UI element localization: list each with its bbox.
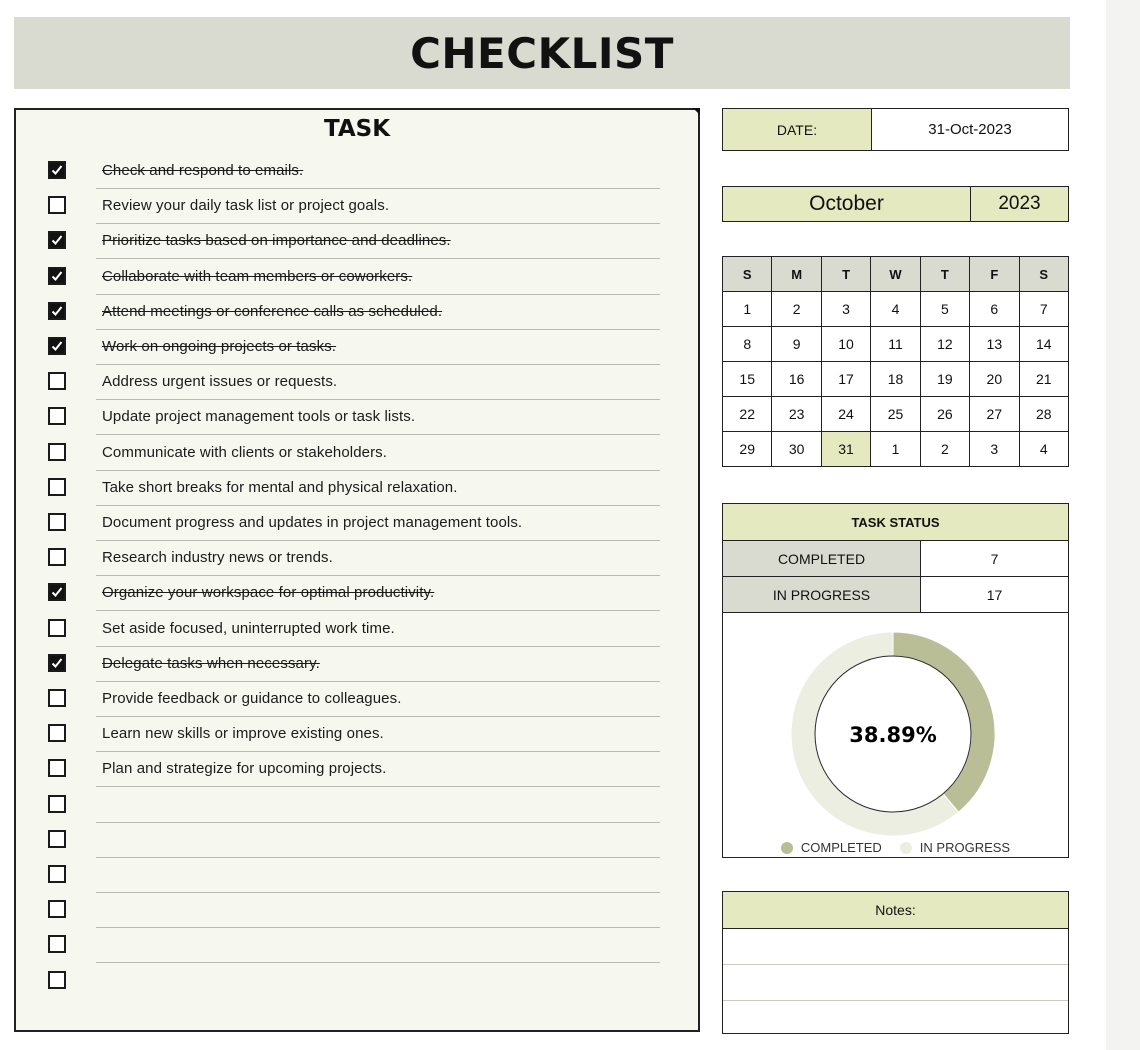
task-checkbox[interactable] xyxy=(48,372,66,390)
task-row xyxy=(16,506,700,541)
year-value[interactable]: 2023 xyxy=(998,193,1041,214)
task-row xyxy=(16,647,700,682)
calendar-day[interactable]: 2 xyxy=(772,292,821,327)
task-row xyxy=(16,752,700,787)
date-value[interactable]: 31-Oct-2023 xyxy=(872,109,1068,150)
calendar-day[interactable]: 11 xyxy=(871,327,920,362)
calendar-weekday-row xyxy=(723,257,1069,292)
calendar-day[interactable]: 2 xyxy=(920,432,969,467)
chart-legend xyxy=(723,840,1068,855)
task-checkbox[interactable] xyxy=(48,337,66,355)
task-row xyxy=(16,541,700,576)
task-checkbox[interactable] xyxy=(48,513,66,531)
calendar-day[interactable]: 15 xyxy=(723,362,772,397)
check-icon xyxy=(51,234,63,246)
calendar-week-row xyxy=(723,327,1069,362)
task-row xyxy=(16,682,700,717)
legend-swatch-completed xyxy=(781,842,793,854)
task-checkbox[interactable] xyxy=(48,654,66,672)
date-box xyxy=(722,108,1069,151)
panel-corner-marker xyxy=(693,108,700,115)
task-panel xyxy=(14,108,700,1032)
completed-row xyxy=(723,541,1068,577)
calendar-day[interactable]: 4 xyxy=(871,292,920,327)
calendar-day[interactable]: 30 xyxy=(772,432,821,467)
task-checkbox[interactable] xyxy=(48,759,66,777)
donut-center-label: 38.89% xyxy=(849,723,937,747)
calendar-week-row xyxy=(723,292,1069,327)
calendar-grid xyxy=(722,256,1069,467)
calendar-day[interactable]: 6 xyxy=(970,292,1019,327)
task-text[interactable]: Research industry news or trends. xyxy=(102,549,333,567)
task-row xyxy=(16,471,700,506)
calendar-day[interactable]: 25 xyxy=(871,397,920,432)
calendar-day[interactable]: 20 xyxy=(970,362,1019,397)
task-status-heading: TASK STATUS xyxy=(723,504,1068,541)
notes-line[interactable] xyxy=(723,965,1068,1001)
calendar-day[interactable]: 9 xyxy=(772,327,821,362)
task-checkbox[interactable] xyxy=(48,971,66,989)
task-row xyxy=(16,858,700,893)
calendar-day[interactable]: 3 xyxy=(970,432,1019,467)
calendar-day[interactable]: 18 xyxy=(871,362,920,397)
task-checkbox[interactable] xyxy=(48,900,66,918)
calendar-week-row xyxy=(723,432,1069,467)
task-row xyxy=(16,154,700,189)
weekday-header: S xyxy=(1019,257,1068,292)
legend-label-in-progress: IN PROGRESS xyxy=(919,840,1011,855)
in-progress-row xyxy=(723,577,1068,613)
notes-line[interactable] xyxy=(723,929,1068,965)
task-row xyxy=(16,365,700,400)
task-checkbox[interactable] xyxy=(48,407,66,425)
task-text[interactable]: Review your daily task list or project goals. xyxy=(102,197,390,215)
weekday-header: T xyxy=(920,257,969,292)
task-text[interactable]: Take short breaks for mental and physical relaxation. xyxy=(102,478,458,496)
notes-line[interactable] xyxy=(723,1001,1068,1036)
check-icon xyxy=(51,340,63,352)
task-row xyxy=(16,893,700,928)
task-text[interactable]: Address urgent issues or requests. xyxy=(102,373,338,391)
calendar-day[interactable]: 21 xyxy=(1019,362,1068,397)
task-text[interactable]: Check and respond to emails. xyxy=(102,162,304,179)
calendar-day[interactable]: 3 xyxy=(821,292,870,327)
task-row xyxy=(16,260,700,295)
legend-item-completed xyxy=(781,840,882,855)
task-row xyxy=(16,224,700,259)
weekday-header: M xyxy=(772,257,821,292)
calendar-day[interactable]: 22 xyxy=(723,397,772,432)
task-row xyxy=(16,295,700,330)
calendar-day[interactable]: 28 xyxy=(1019,397,1068,432)
task-text[interactable]: Learn new skills or improve existing ones. xyxy=(102,725,384,743)
task-text[interactable]: Document progress and updates in project management tools. xyxy=(102,514,523,531)
legend-label-completed: COMPLETED xyxy=(800,840,882,855)
task-row xyxy=(16,330,700,365)
task-checkbox[interactable] xyxy=(48,935,66,953)
date-label: DATE: xyxy=(723,109,872,150)
task-text[interactable]: Organize your workspace for optimal productivity. xyxy=(102,584,435,602)
task-checkbox[interactable] xyxy=(48,724,66,742)
side-strip xyxy=(1106,0,1140,1050)
task-text[interactable]: Communicate with clients or stakeholders. xyxy=(102,443,388,461)
check-icon xyxy=(51,305,63,317)
check-icon xyxy=(51,164,63,176)
task-status-panel xyxy=(722,503,1069,858)
task-checkbox[interactable] xyxy=(48,865,66,883)
task-row xyxy=(16,576,700,611)
calendar-day[interactable]: 24 xyxy=(821,397,870,432)
task-text[interactable]: Work on ongoing projects or tasks. xyxy=(102,338,337,355)
task-row xyxy=(16,823,700,858)
task-checkbox[interactable] xyxy=(48,689,66,707)
task-text[interactable]: Attend meetings or conference calls as scheduled. xyxy=(102,302,443,320)
task-checkbox[interactable] xyxy=(48,583,66,601)
calendar-day[interactable]: 12 xyxy=(920,327,969,362)
title-banner xyxy=(14,17,1070,89)
in-progress-label: IN PROGRESS xyxy=(723,577,921,612)
task-row xyxy=(16,189,700,224)
in-progress-count: 17 xyxy=(986,586,1003,603)
task-checkbox[interactable] xyxy=(48,830,66,848)
calendar-day[interactable]: 23 xyxy=(772,397,821,432)
calendar-day[interactable]: 19 xyxy=(920,362,969,397)
task-checkbox[interactable] xyxy=(48,478,66,496)
task-checkbox[interactable] xyxy=(48,196,66,214)
task-row xyxy=(16,717,700,752)
calendar-day[interactable]: 10 xyxy=(821,327,870,362)
calendar-day[interactable]: 5 xyxy=(920,292,969,327)
calendar-day[interactable]: 17 xyxy=(821,362,870,397)
task-text[interactable]: Prioritize tasks based on importance and deadlines. xyxy=(102,232,451,250)
calendar-day[interactable]: 16 xyxy=(772,362,821,397)
calendar-day[interactable]: 14 xyxy=(1019,327,1068,362)
task-text[interactable]: Update project management tools or task lists. xyxy=(102,408,416,426)
completed-label: COMPLETED xyxy=(723,541,921,576)
weekday-header: W xyxy=(871,257,920,292)
calendar-day[interactable]: 29 xyxy=(723,432,772,467)
progress-donut-chart xyxy=(787,632,1007,836)
task-checkbox[interactable] xyxy=(48,231,66,249)
calendar-day[interactable]: 8 xyxy=(723,327,772,362)
legend-item-in-progress xyxy=(900,840,1010,855)
calendar-day[interactable]: 1 xyxy=(871,432,920,467)
calendar-day[interactable]: 26 xyxy=(920,397,969,432)
task-checkbox[interactable] xyxy=(48,267,66,285)
task-row xyxy=(16,436,700,471)
task-heading: TASK xyxy=(323,116,391,142)
check-icon xyxy=(51,586,63,598)
calendar-day[interactable]: 4 xyxy=(1019,432,1068,467)
weekday-header: F xyxy=(970,257,1019,292)
task-row xyxy=(16,400,700,435)
calendar-day[interactable]: 7 xyxy=(1019,292,1068,327)
task-checkbox[interactable] xyxy=(48,302,66,320)
calendar-week-row xyxy=(723,362,1069,397)
task-text[interactable]: Set aside focused, uninterrupted work time. xyxy=(102,619,395,637)
weekday-header: S xyxy=(723,257,772,292)
calendar-day[interactable]: 27 xyxy=(970,397,1019,432)
task-row xyxy=(16,928,700,963)
page-title: CHECKLIST xyxy=(410,28,674,78)
task-text[interactable]: Collaborate with team members or coworkers. xyxy=(102,267,413,285)
task-text[interactable]: Delegate tasks when necessary. xyxy=(102,654,320,672)
calendar-week-row xyxy=(723,397,1069,432)
legend-swatch-in-progress xyxy=(900,842,912,854)
month-value[interactable]: October xyxy=(723,187,971,221)
task-row xyxy=(16,788,700,823)
task-checkbox[interactable] xyxy=(48,795,66,813)
task-checkbox[interactable] xyxy=(48,443,66,461)
calendar-day[interactable]: 1 xyxy=(723,292,772,327)
task-row xyxy=(16,964,700,999)
calendar-day[interactable]: 13 xyxy=(970,327,1019,362)
task-checkbox[interactable] xyxy=(48,548,66,566)
task-checkbox[interactable] xyxy=(48,619,66,637)
task-text[interactable]: Plan and strategize for upcoming projects. xyxy=(102,760,387,778)
notes-heading: Notes: xyxy=(723,892,1068,929)
calendar-day[interactable]: 31 xyxy=(821,432,870,467)
task-text[interactable]: Provide feedback or guidance to colleagues. xyxy=(102,690,402,707)
completed-count: 7 xyxy=(990,550,999,567)
notes-panel xyxy=(722,891,1069,1034)
check-icon xyxy=(51,270,63,282)
month-year-selector xyxy=(722,186,1069,222)
weekday-header: T xyxy=(821,257,870,292)
check-icon xyxy=(51,657,63,669)
task-row xyxy=(16,612,700,647)
task-checkbox[interactable] xyxy=(48,161,66,179)
